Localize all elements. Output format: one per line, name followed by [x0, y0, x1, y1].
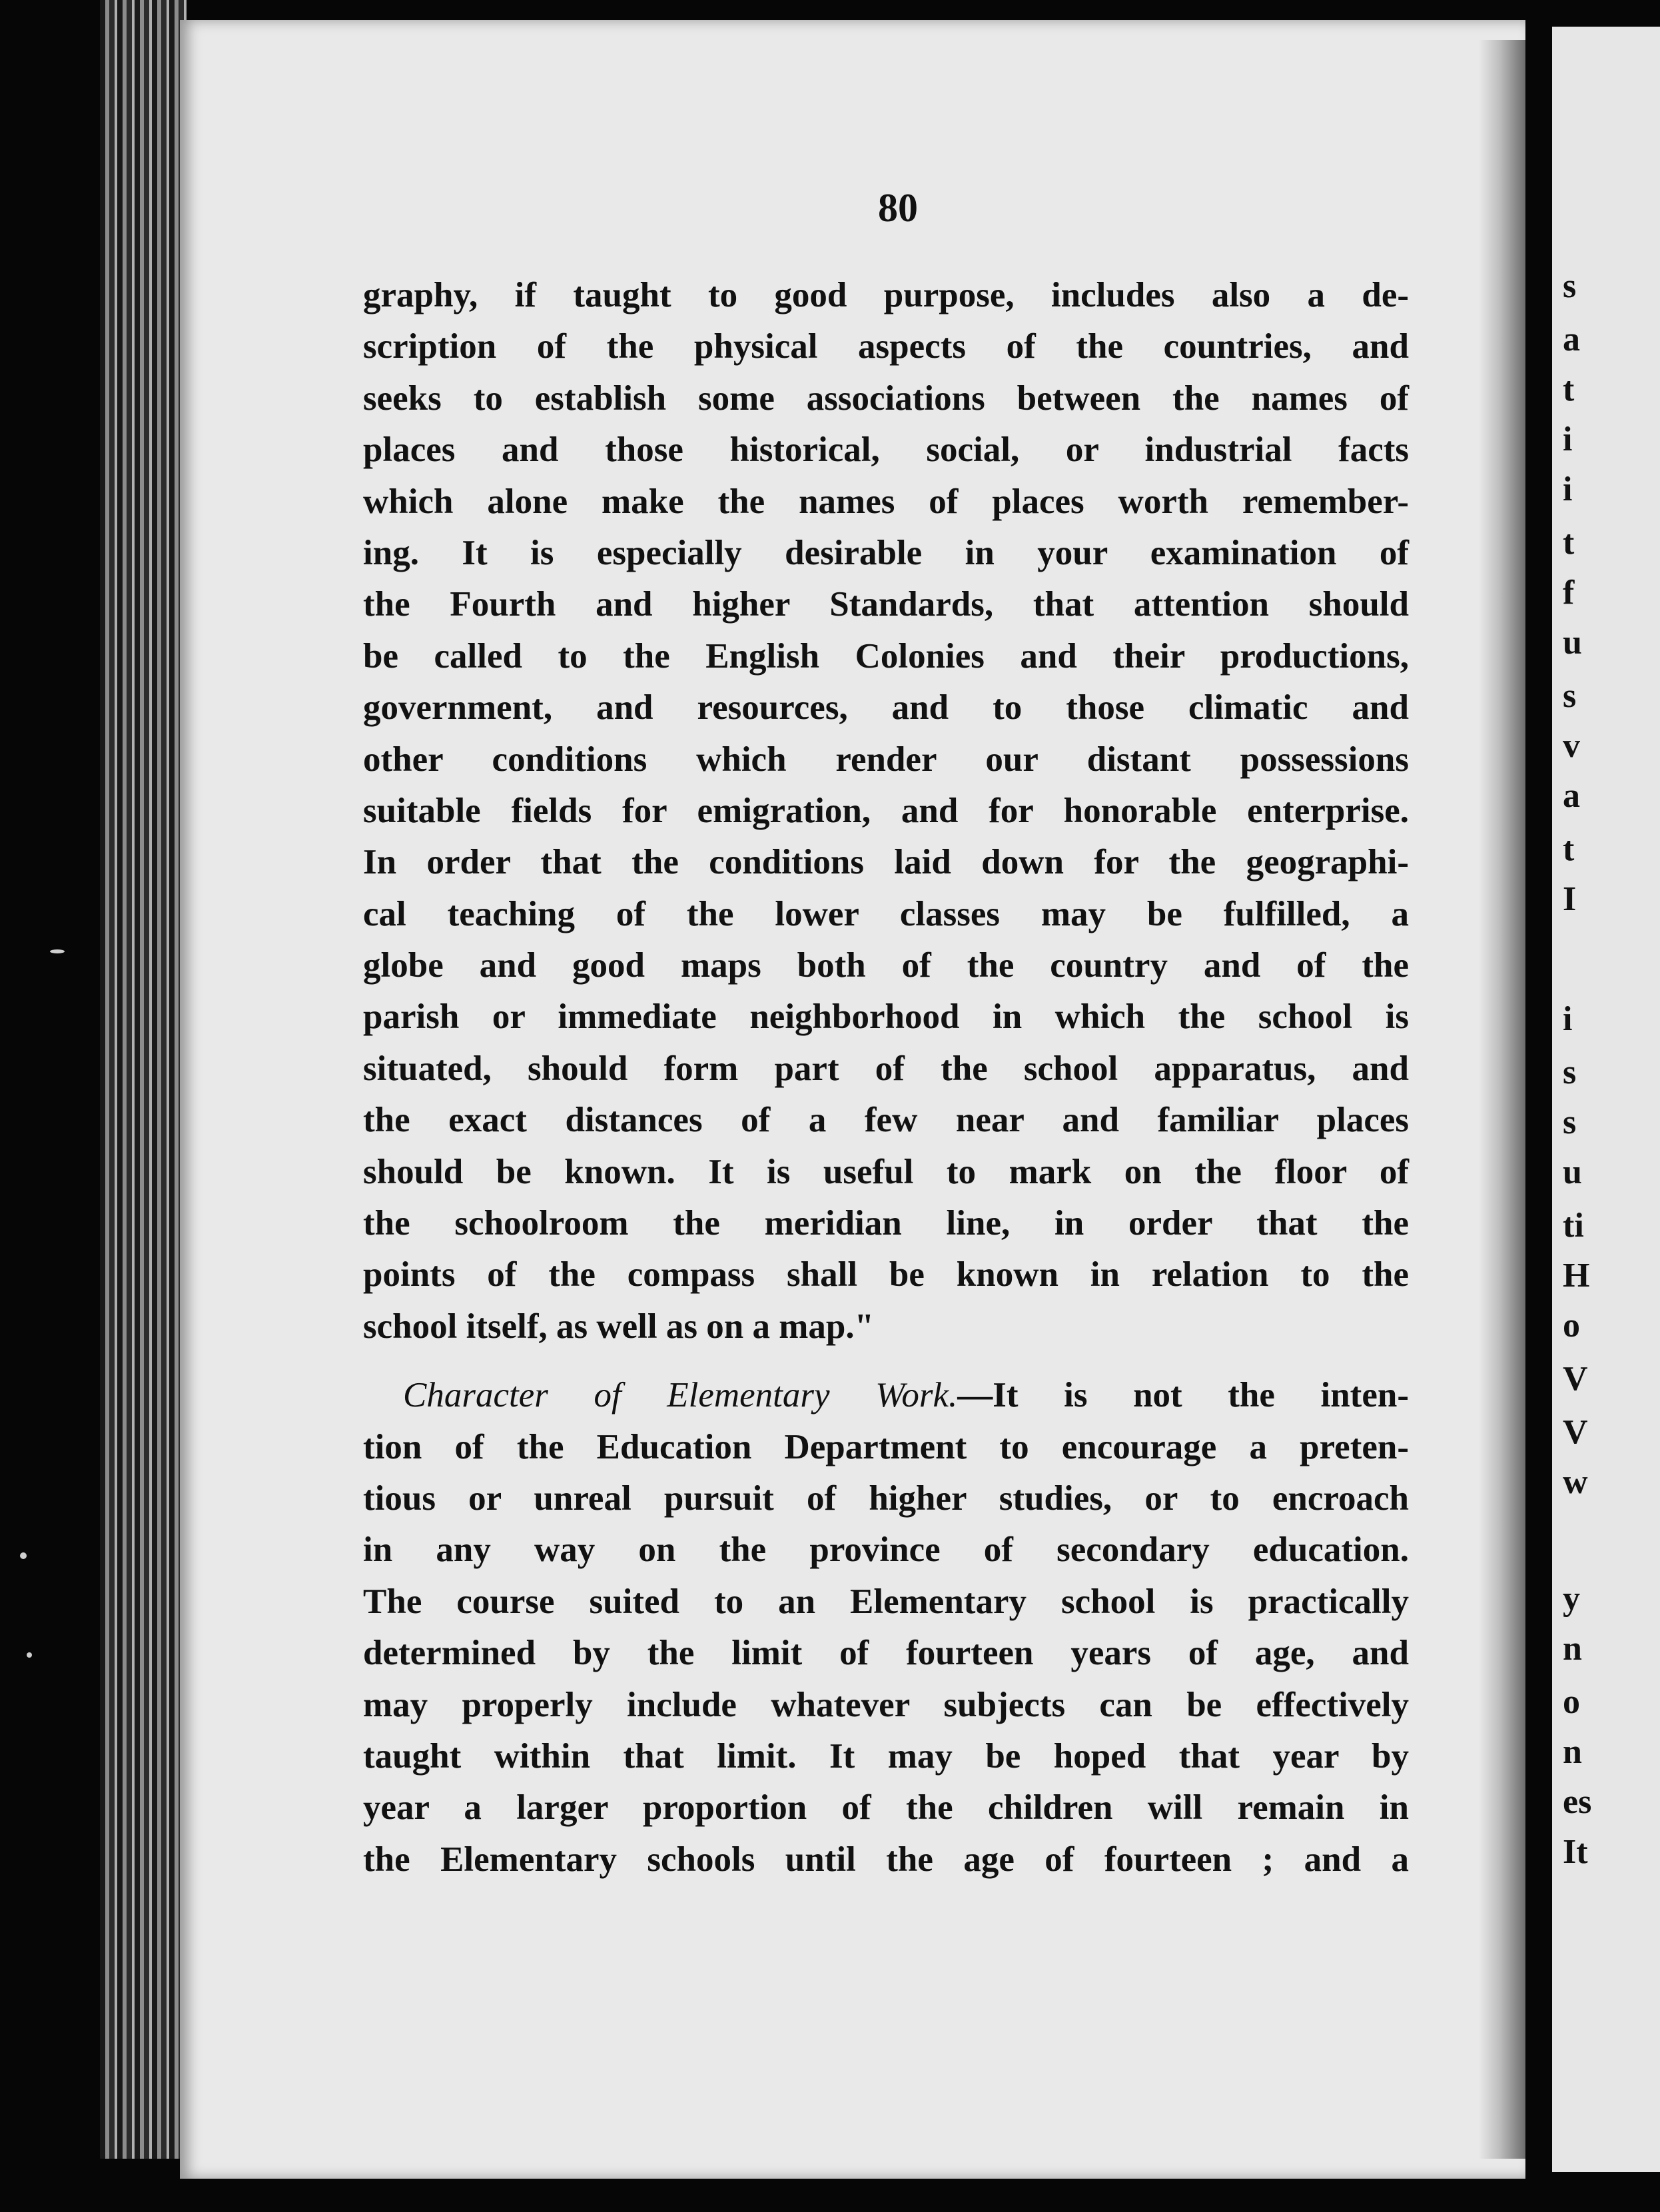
facing-page-fragment: y: [1563, 1580, 1580, 1618]
text-line: be called to the English Colonies and their productions,: [363, 636, 1409, 676]
facing-page-fragment: o: [1563, 1307, 1580, 1345]
text-line: parish or immediate neighborhood in which the school is: [363, 997, 1409, 1037]
facing-page-fragment: a: [1563, 777, 1580, 815]
scan-speck: [27, 1652, 32, 1658]
scan-speck: [20, 1552, 27, 1559]
facing-page-edge: [1552, 27, 1660, 2172]
heading-continuation: —It is not the inten-: [957, 1376, 1409, 1415]
text-line: places and those historical, social, or industrial facts: [363, 430, 1409, 470]
facing-page-fragment: i: [1563, 420, 1573, 458]
text-line: seeks to establish some associations between the names of: [363, 378, 1409, 418]
facing-page-fragment: H: [1563, 1257, 1590, 1295]
text-line: tious or unreal pursuit of higher studies, or to encroach: [363, 1478, 1409, 1518]
text-line: taught within that limit. It may be hoped that year by: [363, 1736, 1409, 1776]
scan-speck: [50, 949, 65, 953]
facing-page-fragment: i: [1563, 1000, 1573, 1038]
facing-page-fragment: I: [1563, 880, 1577, 918]
text-line: the Fourth and higher Standards, that attention should: [363, 585, 1409, 624]
section-heading: Character of Elementary Work.: [403, 1376, 958, 1415]
text-line: the exact distances of a few near and familiar places: [363, 1101, 1409, 1140]
text-line: year a larger proportion of the children will remain in: [363, 1788, 1409, 1828]
text-line: cal teaching of the lower classes may be fulfilled, a: [363, 894, 1409, 933]
facing-page-fragment: t: [1563, 830, 1575, 868]
facing-page-fragment: n: [1563, 1630, 1582, 1668]
facing-page-fragment: t: [1563, 524, 1575, 562]
facing-page-fragment: s: [1563, 1103, 1577, 1141]
text-line: tion of the Education Department to encourage a preten-: [363, 1427, 1409, 1466]
facing-page-fragment: s: [1563, 1053, 1577, 1091]
facing-page-fragment: s: [1563, 267, 1577, 305]
text-line: determined by the limit of fourteen years of age, and: [363, 1634, 1409, 1673]
text-line: points of the compass shall be known in relation to the: [363, 1255, 1409, 1295]
paragraph: [363, 270, 1409, 1353]
text-line: [363, 1370, 1409, 1421]
text-line: other conditions which render our distant possessions: [363, 740, 1409, 779]
text-line: the schoolroom the meridian line, in order that the: [363, 1204, 1409, 1243]
text-line: suitable fields for emigration, and for honorable enterprise.: [363, 791, 1409, 830]
facing-page-fragment: o: [1563, 1683, 1580, 1721]
text-line: school itself, as well as on a map.": [363, 1307, 875, 1346]
facing-page-fragment: It: [1563, 1833, 1588, 1871]
facing-page-fragment: s: [1563, 677, 1577, 715]
facing-page-fragment: v: [1563, 727, 1580, 765]
facing-page-fragment: i: [1563, 470, 1573, 508]
facing-page-fragment: t: [1563, 370, 1575, 408]
page-body-text: [363, 270, 1409, 1886]
facing-page-fragment: es: [1563, 1783, 1592, 1821]
text-line: which alone make the names of places worth remember-: [363, 482, 1409, 521]
text-line: scription of the physical aspects of the countries, and: [363, 327, 1409, 366]
text-line: ing. It is especially desirable in your examination of: [363, 533, 1409, 572]
text-line: graphy, if taught to good purpose, includes also a de-: [363, 276, 1409, 314]
facing-page-fragment: n: [1563, 1733, 1582, 1771]
text-line: globe and good maps both of the country and of the: [363, 946, 1409, 985]
text-line: In order that the conditions laid down for the geographi-: [363, 843, 1409, 882]
text-line: government, and resources, and to those climatic and: [363, 688, 1409, 728]
text-line: may properly include whatever subjects can be effectively: [363, 1685, 1409, 1724]
page-edge-shadow: [1479, 40, 1525, 2159]
page-number: 80: [878, 186, 918, 230]
text-line: should be known. It is useful to mark on the floor of: [363, 1152, 1409, 1191]
text-line: the Elementary schools until the age of fourteen ; and a: [363, 1840, 1409, 1879]
text-line: The course suited to an Elementary school is practically: [363, 1582, 1409, 1621]
paragraph: [363, 1370, 1409, 1886]
facing-page-fragment: u: [1563, 624, 1582, 662]
book-gutter: [100, 0, 187, 2159]
facing-page-fragment: u: [1563, 1153, 1582, 1191]
facing-page-fragment: ti: [1563, 1207, 1584, 1245]
text-line: in any way on the province of secondary education.: [363, 1530, 1409, 1570]
facing-page-fragment: w: [1563, 1463, 1588, 1501]
facing-page-fragment: f: [1563, 574, 1575, 612]
text-line: situated, should form part of the school apparatus, and: [363, 1049, 1409, 1088]
facing-page-fragment: a: [1563, 320, 1580, 358]
facing-page-fragment: V: [1563, 1360, 1588, 1398]
facing-page-fragment: V: [1563, 1413, 1588, 1451]
